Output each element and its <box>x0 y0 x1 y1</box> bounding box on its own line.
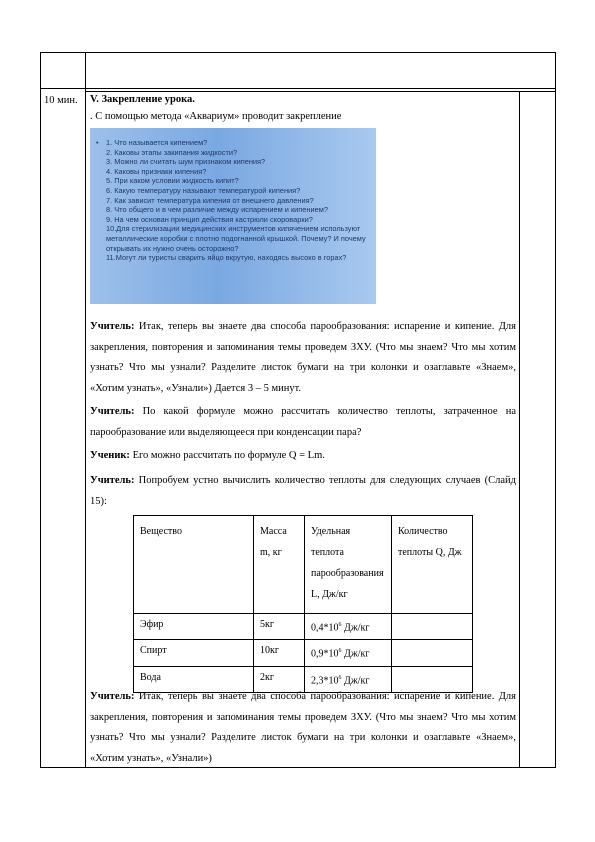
speaker-label: Учитель: <box>90 321 135 332</box>
latent-heat-cell: $0,4*10^6$ Дж/кг <box>305 614 392 640</box>
table-row <box>134 640 473 666</box>
speaker-label: Учитель: <box>90 406 135 417</box>
question-item: 10.Для стерилизации медицинских инструментов кипячением используют металлические коробки с плотно подогнанной крышкой. Почему? И почему открывать их нужно очень осторожно? <box>106 224 366 253</box>
table-header-separator <box>40 88 556 89</box>
heat-calculation-table <box>133 515 473 693</box>
question-item: 2. Каковы этапы закипания жидкости? <box>106 147 238 157</box>
header-cell: Вещество <box>134 516 254 614</box>
paragraph-text: По какой формуле можно рассчитать количество теплоты, затраченное на парообразование или выделяющееся при конденсации пара? <box>90 406 516 438</box>
question-item: 5. При каком условии жидкость кипит? <box>106 176 239 186</box>
table-row <box>134 614 473 640</box>
paragraph-text: Итак, теперь вы знаете два способа парообразования: испарение и кипение. Для закрепления, повторения и запоминания темы проведем ЗХУ. (Что мы знаем? Что мы хотим узнать? Что мы узнали? Разделите листок бумаги на три колонки и озаглавьте «Знаем», «Хотим узнать», «Узнали») <box>90 691 516 764</box>
teacher-paragraph-1 <box>90 317 516 399</box>
table-right-border <box>555 52 556 768</box>
question-item: 11.Могут ли туристы сварить яйцо вкрутую, находясь высоко в горах? <box>106 253 347 263</box>
latent-heat-cell: $0,9*10^6$ Дж/кг <box>305 640 392 666</box>
heat-quantity-cell[interactable] <box>392 640 473 666</box>
question-item: 3. Можно ли считать шум признаком кипения? <box>106 157 266 167</box>
table-left-border <box>40 52 41 768</box>
questions-slide <box>90 128 376 304</box>
header-inner-line <box>86 91 556 92</box>
header-cell: Масса m, кг <box>254 516 305 614</box>
slide-bullet: • <box>96 138 99 147</box>
substance-cell: Спирт <box>134 640 254 666</box>
teacher-paragraph-2 <box>90 402 516 443</box>
substance-cell: Вода <box>134 666 254 692</box>
paragraph-text: Попробуем устно вычислить количество теплоты для следующих случаев (Слайд 15): <box>90 475 516 507</box>
mass-cell: 10кг <box>254 640 305 666</box>
speaker-label: Ученик: <box>90 450 130 461</box>
speaker-label: Учитель: <box>90 475 135 486</box>
paragraph-text: Его можно рассчитать по формуле Q = Lm. <box>129 450 325 461</box>
time-column-divider <box>85 52 86 768</box>
latent-heat-cell: $2,3*10^6$ Дж/кг <box>305 666 392 692</box>
header-cell: Удельная теплота парообразования L, Дж/кг <box>305 516 392 614</box>
paragraph-text: Итак, теперь вы знаете два способа парообразования: испарение и кипение. Для закрепления, повторения и запоминания темы проведем ЗХУ. (Что мы знаем? Что мы хотим узнать? Что мы узнали? Разделите листок бумаги на три колонки и озаглавьте «Знаем», «Хотим узнать», «Узнали») Дается 3 – 5 минут. <box>90 321 516 394</box>
section-subtitle: . С помощью метода «Аквариум» проводит закрепление <box>90 111 342 122</box>
question-item: 6. Какую температуру называют температурой кипения? <box>106 185 301 195</box>
mass-cell: 2кг <box>254 666 305 692</box>
substance-cell: Эфир <box>134 614 254 640</box>
section-title: V. Закрепление урока. <box>90 94 195 105</box>
table-header-row <box>134 516 473 614</box>
lesson-time: 10 мин. <box>44 95 78 106</box>
heat-quantity-cell[interactable] <box>392 614 473 640</box>
speaker-label: Учитель: <box>90 691 135 702</box>
question-item: 4. Каковы признаки кипения? <box>106 166 207 176</box>
question-item: 9. На чем основан принцип действия кастрюли скороварки? <box>106 214 313 224</box>
notes-column-divider <box>519 91 520 768</box>
header-cell: Количество теплоты Q, Дж <box>392 516 473 614</box>
teacher-paragraph-4 <box>90 687 516 769</box>
student-paragraph <box>90 446 516 467</box>
mass-cell: 5кг <box>254 614 305 640</box>
question-item: 1. Что называется кипением? <box>106 138 208 147</box>
question-list <box>98 138 370 263</box>
question-item: 8. Что общего и в чем различие между испарением и кипением? <box>106 205 328 215</box>
table-top-border <box>40 52 556 53</box>
question-item: 7. Как зависит температура кипения от внешнего давления? <box>106 195 314 205</box>
teacher-paragraph-3 <box>90 471 516 512</box>
